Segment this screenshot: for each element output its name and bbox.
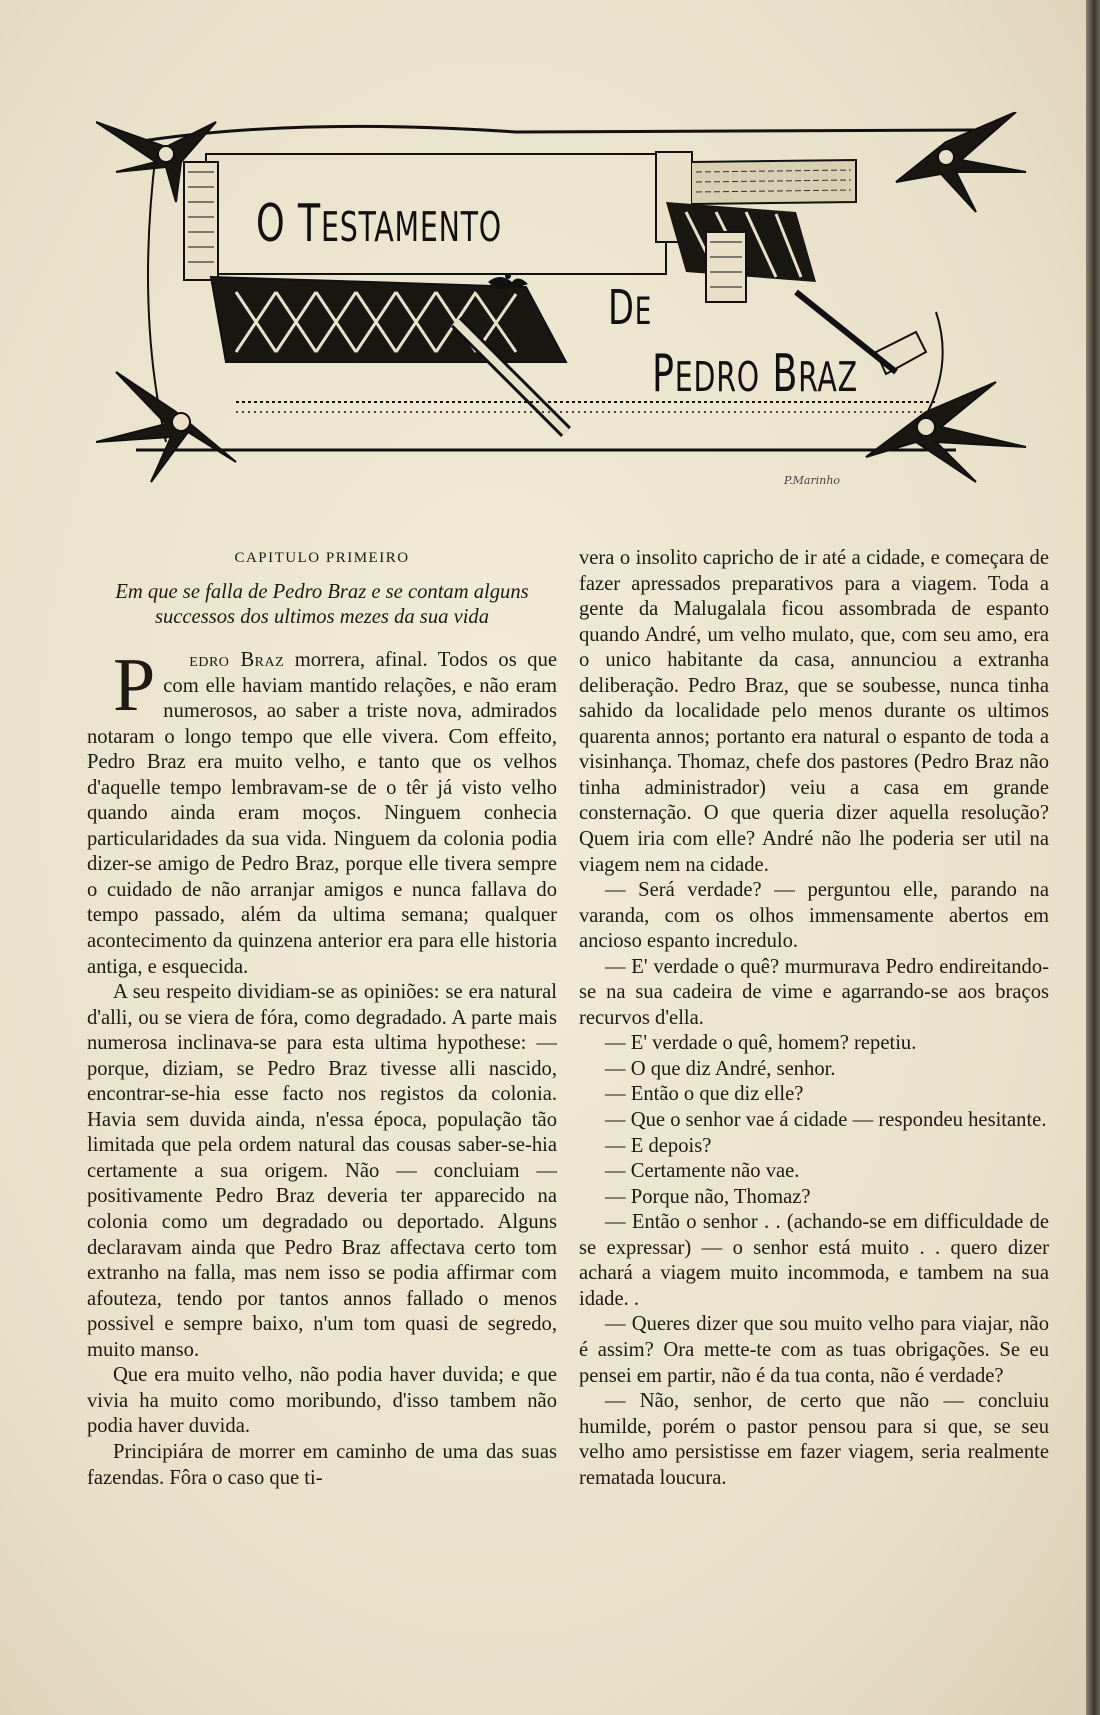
paragraph-r13: — Não, senhor, de certo que não — concluiu humilde, porém o pastor pensou para si que, se seu velho amo persistisse em fazer viagem, seria realmente rematada loucura. bbox=[579, 1390, 1049, 1489]
paragraph-r5: — O que diz André, senhor. bbox=[605, 1057, 836, 1080]
chapter-subtitle: Em que se falla de Pedro Braz e se contam alguns successos dos ultimos mezes da sua vida bbox=[115, 581, 529, 628]
title-line-3: PEDRO BRAZ bbox=[652, 344, 858, 404]
paragraph-r12: — Queres dizer que sou muito velho para viajar, não é assim? Ora mette-te com as tuas obrigações. Se eu pensei em partir, não é da tua conta, não é verdade? bbox=[579, 1313, 1049, 1387]
paragraph-r8: — E depois? bbox=[605, 1134, 712, 1157]
paragraph-r4: — E' verdade o quê, homem? repetiu. bbox=[605, 1032, 917, 1055]
paragraph-r2: — Será verdade? — perguntou elle, parando na varanda, com os olhos immensamente abertos em ancioso espanto incredulo. bbox=[579, 879, 1049, 953]
artist-signature: P.Marinho bbox=[784, 474, 841, 487]
chapter-heading: CAPITULO PRIMEIRO bbox=[234, 550, 410, 566]
title-ornament bbox=[96, 112, 1036, 512]
paragraph-r1: vera o insolito capricho de ir até a cidade, e começara de fazer apressados preparativos para a viagem. Toda a gente da Malugalala ficou assombrada de espanto quando André, um velho mulato, que, com seu amo, era o unico habitante da casa, annunciou a extranha deliberação. Pedro Braz, que se soubesse, nunca tinha sahido da localidade pelo menos durante os ultimos quarenta annos; portanto era natural o espanto de toda a visinhança. Thomaz, chefe dos pastores (Pedro Braz não tinha administrador) veiu a casa em grande consternação. O que queria dizer aquella resolução? Quem iria com elle? André não lhe poderia ser util na viagem nem na cidade. bbox=[579, 547, 1049, 876]
paragraph-3: Que era muito velho, não podia haver duvida; e que vivia ha muito como moribundo, d'isso tambem não podia haver duvida. bbox=[87, 1364, 557, 1438]
paragraph-r9: — Certamente não vae. bbox=[605, 1160, 800, 1183]
title-line-1: O TESTAMENTO bbox=[256, 194, 502, 254]
paragraph-1-text: morrera, afinal. Todos os que com elle haviam mantido relações, e não eram numerosos, ao saber a triste nova, admirados notaram o longo tempo que elle vivera. Com effeito, Pedro Braz era muito velho, e tanto que os velhos d'aquelle tempo lembravam-se de o têr já visto velho quando ainda eram moços. Ninguem conhecia particularidades da sua vida. Ninguem da colonia podia dizer-se amigo de Pedro Braz, porque elle tivera sempre o cuidado de não arranjar amigos e nunca fallava do tempo passado, além da ultima semana; qualquer acontecimento da quinzena anterior era para elle historia antiga, e esquecida. bbox=[87, 649, 557, 978]
paragraph-1-lead: edro Braz bbox=[189, 649, 285, 671]
paragraph-1 bbox=[87, 643, 557, 980]
paragraph-r3: — E' verdade o quê? murmurava Pedro endireitando-se na sua cadeira de vime e agarrando-se aos braços recurvos d'ella. bbox=[579, 955, 1049, 1029]
paragraph-r7: — Que o senhor vae á cidade — respondeu hesitante. bbox=[605, 1109, 1047, 1132]
ornament-frame bbox=[96, 112, 1036, 512]
paragraph-r6: — Então o que diz elle? bbox=[605, 1083, 804, 1106]
right-column bbox=[579, 546, 1049, 1491]
left-column bbox=[87, 548, 557, 1491]
title-line-2: DE bbox=[608, 280, 653, 336]
paragraph-r11: — Então o senhor . . (achando-se em difficuldade de se expressar) — o senhor está muito . . quero dizer achará a viagem muito incommoda, e tambem na sua idade. . bbox=[579, 1211, 1049, 1310]
paragraph-2: A seu respeito dividiam-se as opiniões: se era natural d'alli, ou se viera de fóra, como degradado. A parte mais numerosa inclinava-se para esta ultima hypothese: — porque, diziam, se Pedro Braz tivesse alli nascido, encontrar-se-hia esse facto nos registos da colonia. Havia sem duvida ainda, n'essa época, população tão limitada que pela ordem natural das cousas saber-se-hia certamente a sua origem. Não — concluiam — positivamente Pedro Braz deveria ter apparecido na colonia como um degradado ou deportado. Alguns declaravam ainda que Pedro Braz affectava certo tom extranho na falla, mas nem isso se podia affirmar com afouteza, tendo por tantos annos fallado o menos possivel e sempre baixo, n'um tom quasi de segredo, muito manso. bbox=[87, 981, 557, 1361]
paragraph-4: Principiára de morrer em caminho de uma das suas fazendas. Fôra o caso que ti- bbox=[87, 1440, 557, 1489]
paragraph-r10: — Porque não, Thomaz? bbox=[605, 1185, 811, 1208]
drop-cap: P bbox=[113, 643, 156, 727]
page-binding-edge bbox=[1086, 0, 1100, 1715]
